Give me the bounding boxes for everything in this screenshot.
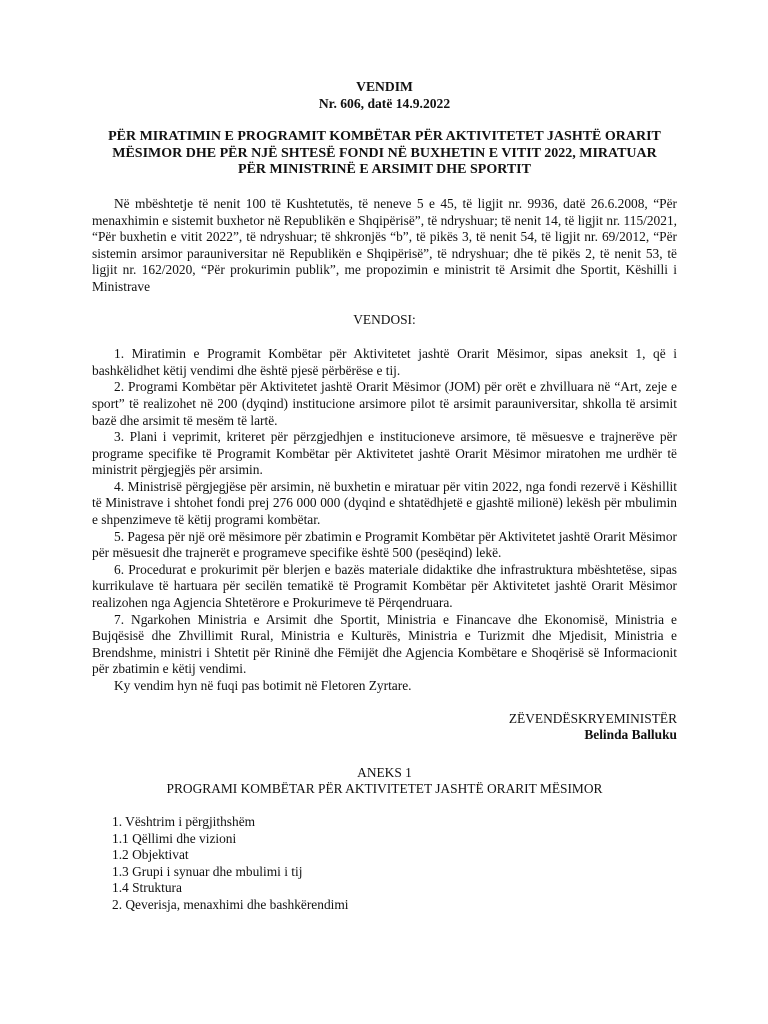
document-body	[92, 79, 677, 914]
toc-item: 1. Vështrim i përgjithshëm	[112, 813, 256, 829]
decision-item-5: 5. Pagesa për një orë mësimore për zbatimin e Programit Kombëtar për Aktivitetet jashtë Orarit Mësimor për mësuesit dhe trajnerët e programeve specifike është 500 (pesëqind) lekë.	[92, 528, 677, 561]
decision-item-2: 2. Programi Kombëtar për Aktivitetet jashtë Orarit Mësimor (JOM) për orët e zhvilluara në “Art, zeje e sport” të realizohet në 200 (dyqind) institucione arsimore pilot të arsimit parauniversitar, shkolla të arsimit bazë dhe arsimit të mesëm të lartë.	[92, 379, 677, 428]
legal-basis-paragraph: Në mbështetje të nenit 100 të Kushtetutës, të neneve 5 e 45, të ligjit nr. 9936, datë 26.6.2008, “Për menaxhimin e sistemit buxhetor në Republikën e Shqipërisë”, të ndryshuar; të nenit 14, të ligjit nr. 115/2021, “Për buxhetin e vitit 2022”, të ndryshuar; të shkronjës “b”, të pikës 3, të nenit 54, të ligjit nr. 69/2012, “Për sistemin arsimor parauniversitar në Republikën e Shqipërisë”, të ndryshuar; dhe të pikës 2, të nenit 53, të ligjit nr. 162/2020, “Për prokurimin publik”, me propozimin e ministrit të Arsimit dhe Sportit, Këshilli i Ministrave	[92, 195, 677, 294]
annex-header	[92, 765, 677, 798]
toc-item: 1.4 Struktura	[112, 880, 182, 896]
signatory-name: Belinda Balluku	[584, 727, 677, 743]
decision-label: VENDIM	[356, 79, 413, 94]
decision-item-6: 6. Procedurat e prokurimit për blerjen e bazës materiale didaktike dhe infrastruktura mbështetëse, sipas kurrikulave të hartuara për secilën tematikë të Programit Kombëtar për Aktivitetet jashtë Orarit Mësimor realizohen nga Agjencia Shtetërore e Prokurimeve të Përqendruara.	[92, 561, 677, 611]
decision-number: Nr. 606, datë 14.9.2022	[318, 95, 451, 111]
toc-item: 1.1 Qëllimi dhe vizioni	[112, 830, 237, 846]
decides-heading: VENDOSI:	[353, 311, 416, 327]
annex-table-of-contents	[92, 814, 677, 914]
decision-title: PËR MIRATIMIN E PROGRAMIT KOMBËTAR PËR AKTIVITETET JASHTË ORARIT MËSIMOR DHE PËR NJË SHTESË FONDI NË BUXHETIN E VITIT 2022, MIRATUAR PËR MINISTRINË E ARSIMIT DHE SPORTIT	[108, 129, 661, 178]
decision-item-3: 3. Plani i veprimit, kriteret për përzgjedhjen e institucioneve arsimore, të mësuesve e trajnerëve për programe specifike të Programit Kombëtar për Aktivitetet jashtë Orarit Mësimor miratohen me urdhër të ministrit përgjegjës për arsimin.	[92, 429, 677, 478]
entry-into-force: Ky vendim hyn në fuqi pas botimit në Fletoren Zyrtare.	[114, 678, 412, 693]
decision-item-7: 7. Ngarkohen Ministria e Arsimit dhe Sportit, Ministria e Financave dhe Ekonomisë, Ministria e Bujqësisë dhe Zhvillimit Rural, Ministria e Kulturës, Ministria e Turizmit dhe Mjedisit, Ministria e Brendshme, ministri i Shtetit për Rininë dhe Fëmijët dhe Agjencia Kombëtare e Shoqërisë së Informacionit për zbatimin e këtij vendimi.	[92, 611, 677, 677]
decision-item-4: 4. Ministrisë përgjegjëse për arsimin, në buxhetin e miratuar për vitin 2022, nga fondi rezervë i Këshillit të Ministrave i shtohet fondi prej 276 000 000 (dyqind e shtatëdhjetë e gjashtë milionë) lekësh për mbulimin e shpenzimeve të këtij programi kombëtar.	[92, 478, 677, 528]
toc-item: 2. Qeverisja, menaxhimi dhe bashkërendimi	[112, 896, 349, 912]
toc-item: 1.2 Objektivat	[112, 847, 189, 863]
decision-item-1: 1. Miratimin e Programit Kombëtar për Aktivitetet jashtë Orarit Mësimor, sipas aneksit 1, që i bashkëlidhet këtij vendimi dhe është pjesë përbërëse e tij.	[92, 346, 677, 378]
annex-title: PROGRAMI KOMBËTAR PËR AKTIVITETET JASHTË ORARIT MËSIMOR	[166, 781, 603, 797]
toc-item: 1.3 Grupi i synuar dhe mbulimi i tij	[112, 863, 303, 879]
signatory-role: ZËVENDËSKRYEMINISTËR	[508, 710, 677, 726]
signature-block	[92, 711, 677, 744]
annex-label: ANEKS 1	[357, 764, 412, 780]
